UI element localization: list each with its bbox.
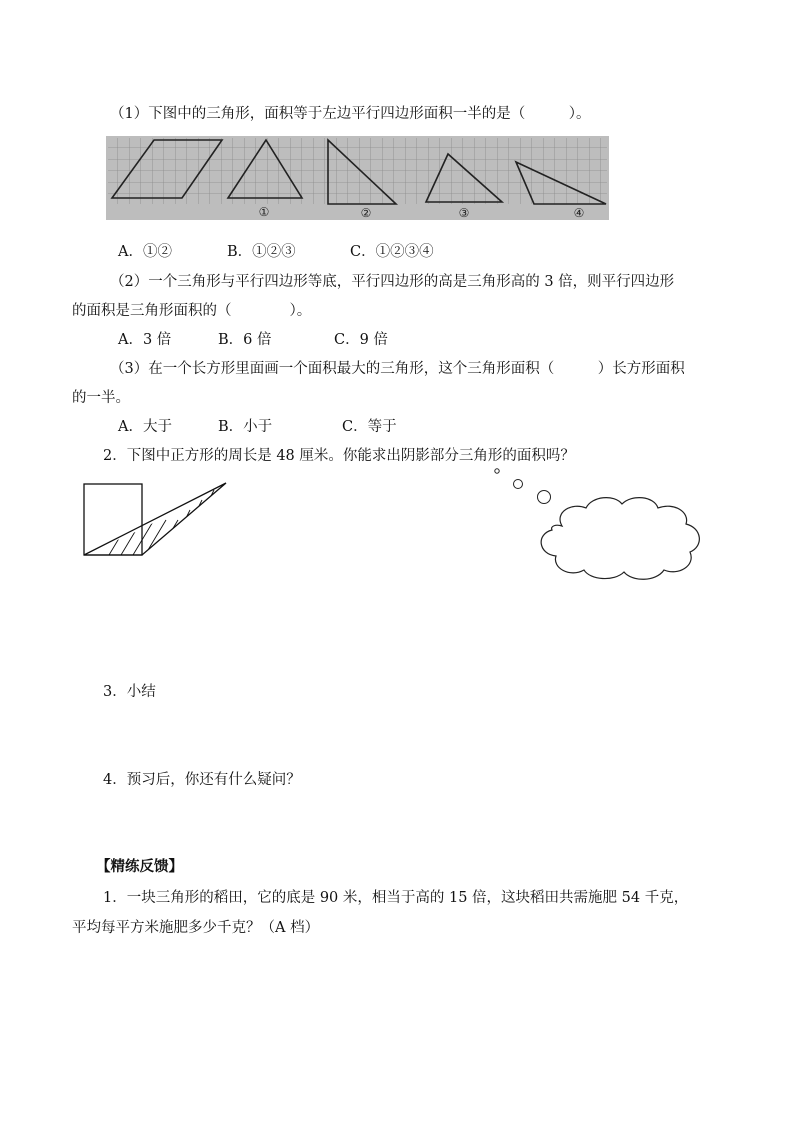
shaded-triangle-hatch	[100, 480, 230, 558]
thought-cloud-icon	[488, 462, 714, 590]
section-4-question: 4．预习后，你还有什么疑问？	[103, 772, 301, 788]
q1-option-a: A．①②	[118, 244, 172, 260]
section-2-question: 2．下图中正方形的周长是 48 厘米。你能求出阴影部分三角形的面积吗？	[103, 448, 575, 464]
q2-option-b: B．6 倍	[218, 332, 272, 348]
q1-option-c: C．①②③④	[350, 244, 434, 260]
practice-q1-line-2: 平均每平方米施肥多少千克？（A 档）	[72, 920, 320, 936]
practice-heading: 【精练反馈】	[96, 858, 183, 875]
question-1-prompt: （1）下图中的三角形，面积等于左边平行四边形面积一半的是（ ）。	[110, 106, 591, 122]
q2-option-c: C．9 倍	[334, 332, 388, 348]
figure-label-3: ③	[458, 206, 470, 220]
shaded-triangle-shape	[84, 483, 226, 555]
q1-option-b: B．①②③	[227, 244, 296, 260]
q3-option-b: B．小于	[218, 419, 273, 435]
q2-option-a: A．3 倍	[118, 332, 172, 348]
question-2-line-2: 的面积是三角形面积的（ ）。	[72, 303, 312, 319]
q3-option-a: A．大于	[118, 419, 172, 435]
square-triangle-figure	[80, 480, 230, 558]
figure-label-1: ①	[258, 205, 270, 219]
section-3-summary: 3．小结	[103, 684, 156, 700]
square-shape	[84, 484, 142, 555]
figure-label-4: ④	[573, 206, 585, 220]
question-3-line-2: 的一半。	[72, 390, 130, 406]
grid-figure-photo	[106, 136, 609, 220]
question-2-line-1: （2）一个三角形与平行四边形等底，平行四边形的高是三角形高的 3 倍，则平行四边形	[110, 274, 675, 290]
question-3-line-1: （3）在一个长方形里面画一个面积最大的三角形，这个三角形面积（ ）长方形面积	[110, 361, 685, 377]
q3-option-c: C．等于	[342, 419, 397, 435]
practice-q1-line-1: 1．一块三角形的稻田，它的底是 90 米，相当于高的 15 倍，这块稻田共需施肥 54 千克，	[103, 890, 689, 906]
figure-label-2: ②	[360, 206, 372, 220]
